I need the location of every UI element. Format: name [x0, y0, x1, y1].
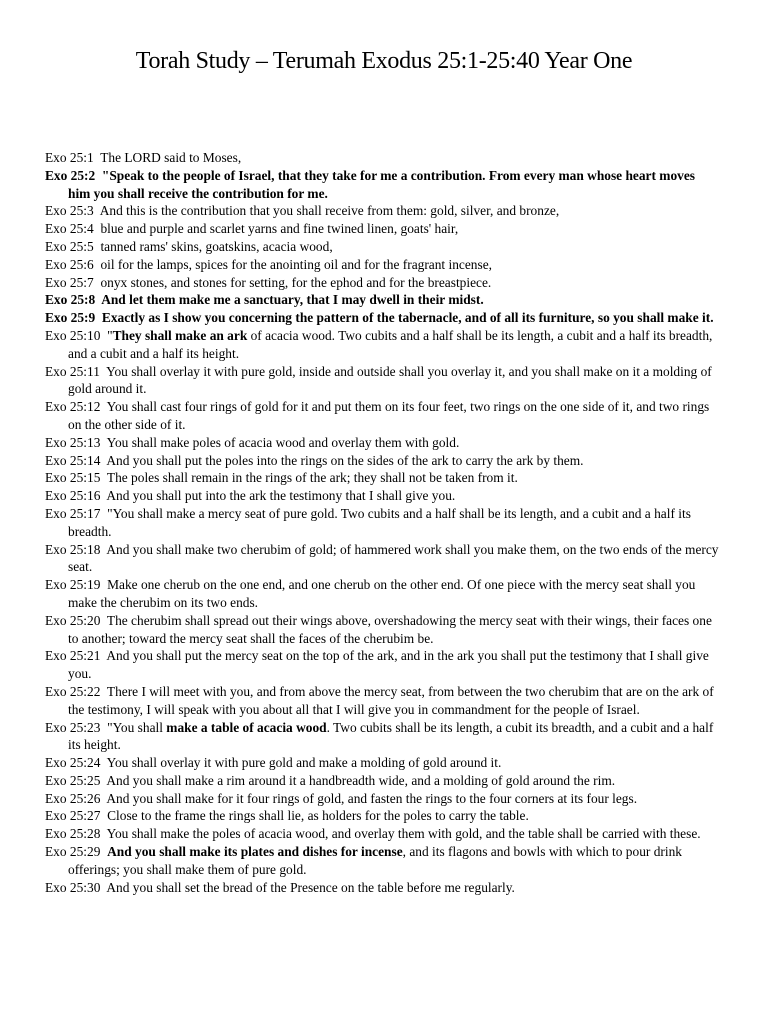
- verse-text: onyx stones, and stones for setting, for the ephod and for the breastpiece.: [100, 274, 492, 290]
- verse: [45, 167, 720, 203]
- verse-text: You shall cast four rings of gold for it and put them on its four feet, two rings on the one side of it, and two rings on the other side of it.: [68, 399, 710, 432]
- verse: [45, 790, 720, 808]
- verse-text: And this is the contribution that you shall receive from them: gold, silver, and bronze,: [99, 203, 560, 219]
- verse: [45, 505, 720, 541]
- verse-text: And you shall put the poles into the rings on the sides of the ark to carry the ark by them.: [106, 452, 584, 468]
- verse-text: Close to the frame the rings shall lie, as holders for the poles to carry the table.: [107, 808, 529, 824]
- verse: [45, 487, 720, 505]
- verse: [45, 647, 720, 683]
- verse-text: of acacia wood. Two cubits and a half shall be its length, a cubit and a half its breadth, and a cubit and a half its height.: [68, 327, 713, 361]
- verse-text: blue and purple and scarlet yarns and fine twined linen, goats' hair,: [100, 221, 459, 237]
- verse: [45, 434, 720, 452]
- verse: [45, 843, 720, 879]
- verse-reference: Exo 25:25: [45, 772, 101, 788]
- verse-text: oil for the lamps, spices for the anointing oil and for the fragrant incense,: [100, 256, 492, 272]
- verse-reference: Exo 25:21: [45, 648, 101, 664]
- verse-text: ": [107, 327, 113, 343]
- verse: [45, 291, 720, 309]
- verse-text: And you shall make for it four rings of gold, and fasten the rings to the four corners at its four legs.: [106, 790, 638, 806]
- verse-reference: Exo 25:15: [45, 470, 101, 486]
- verse-text-emphasis: "Speak to the people of Israel, that they take for me a contribution. From every man whose heart moves him you shall receive the contribution for me.: [68, 167, 695, 201]
- verse-reference: Exo 25:9: [45, 310, 96, 326]
- verse-text-emphasis: And you shall make its plates and dishes for incense: [107, 844, 403, 860]
- verse-reference: Exo 25:14: [45, 452, 101, 468]
- verse-text: You shall overlay it with pure gold and make a molding of gold around it.: [106, 755, 502, 771]
- verse-reference: Exo 25:27: [45, 808, 101, 824]
- verse: [45, 256, 720, 274]
- verse-reference: Exo 25:24: [45, 755, 101, 771]
- verse-text: And you shall set the bread of the Presence on the table before me regularly.: [106, 879, 515, 895]
- verse-reference: Exo 25:6: [45, 256, 94, 272]
- verse: [45, 452, 720, 470]
- verse-text: And you shall put the mercy seat on the top of the ark, and in the ark you shall put the testimony that I shall give you.: [68, 648, 709, 682]
- verse-reference: Exo 25:1: [45, 150, 94, 165]
- verse-text: "You shall make a mercy seat of pure gold. Two cubits and a half shall be its length, and a cubit and a half its breadth.: [68, 505, 691, 539]
- verse: [45, 772, 720, 790]
- verse-text: And you shall make a rim around it a handbreadth wide, and a molding of gold around the rim.: [106, 772, 616, 788]
- verse-list: [45, 149, 720, 896]
- verse-text: tanned rams' skins, goatskins, acacia wood,: [100, 238, 333, 254]
- verse-reference: Exo 25:22: [45, 683, 101, 699]
- verse: [45, 825, 720, 843]
- verse-reference: Exo 25:7: [45, 274, 94, 290]
- verse: [45, 327, 720, 363]
- page-title: Torah Study – Terumah Exodus 25:1-25:40 Year One: [135, 48, 633, 74]
- verse-text-emphasis: They shall make an ark: [112, 327, 248, 343]
- verse: [45, 807, 720, 825]
- verse-reference: Exo 25:4: [45, 221, 94, 237]
- verse-reference: Exo 25:19: [45, 577, 101, 593]
- verse-reference: Exo 25:16: [45, 488, 101, 504]
- verse: [45, 309, 720, 327]
- verse-reference: Exo 25:26: [45, 790, 101, 806]
- verse: [45, 469, 720, 487]
- verse: [45, 220, 720, 238]
- verse-text: And you shall make two cherubim of gold; of hammered work shall you make them, on the two ends of the mercy seat.: [68, 541, 719, 575]
- verse-text: And you shall put into the ark the testimony that I shall give you.: [106, 488, 456, 504]
- verse-reference: Exo 25:3: [45, 203, 94, 219]
- verse-reference: Exo 25:23: [45, 719, 101, 735]
- verse-reference: Exo 25:5: [45, 238, 94, 254]
- verse-reference: Exo 25:2: [45, 167, 96, 183]
- verse: [45, 202, 720, 220]
- verse-text: The LORD said to Moses,: [100, 150, 242, 165]
- verse-reference: Exo 25:12: [45, 399, 101, 415]
- verse-reference: Exo 25:20: [45, 612, 101, 628]
- verse-text: You shall make the poles of acacia wood, and overlay them with gold, and the table shall be carried with these.: [106, 826, 701, 842]
- verse: [45, 398, 720, 434]
- verse-text: The cherubim shall spread out their wings above, overshadowing the mercy seat with their wings, their faces one to another; toward the mercy seat shall the faces of the cherubim be.: [68, 612, 712, 646]
- verse-text-emphasis: Exactly as I show you concerning the pattern of the tabernacle, and of all its furniture, so you shall make it.: [101, 310, 714, 326]
- verse-reference: Exo 25:30: [45, 879, 101, 895]
- verse-text: "You shall: [107, 719, 167, 735]
- verse-reference: Exo 25:18: [45, 541, 101, 557]
- verse: [45, 612, 720, 648]
- verse-reference: Exo 25:8: [45, 292, 96, 308]
- verse-text: You shall overlay it with pure gold, inside and outside shall you overlay it, and you shall make on it a molding of gold around it.: [68, 363, 712, 397]
- verse-text: . Two cubits shall be its length, a cubit its breadth, and a cubit and a half its height.: [68, 719, 714, 753]
- verse-reference: Exo 25:28: [45, 826, 101, 842]
- verse-text-emphasis: And let them make me a sanctuary, that I may dwell in their midst.: [101, 292, 484, 308]
- verse: [45, 683, 720, 719]
- verse: [45, 719, 720, 755]
- verse: [45, 238, 720, 256]
- verse-text: The poles shall remain in the rings of the ark; they shall not be taken from it.: [106, 470, 518, 486]
- verse-reference: Exo 25:29: [45, 844, 101, 860]
- verse-text: You shall make poles of acacia wood and overlay them with gold.: [106, 434, 460, 450]
- verse-reference: Exo 25:10: [45, 327, 101, 343]
- verse: [45, 541, 720, 577]
- verse: [45, 274, 720, 292]
- verse-reference: Exo 25:13: [45, 434, 101, 450]
- verse: [45, 149, 720, 167]
- verse: [45, 879, 720, 897]
- verse-text-emphasis: make a table of acacia wood: [166, 719, 327, 735]
- verse-text: There I will meet with you, and from above the mercy seat, from between the two cherubim that are on the ark of the testimony, I will speak with you about all that I will give you in commandment for the people of Israel.: [68, 683, 714, 717]
- verse: [45, 576, 720, 612]
- verse-text: , and its flagons and bowls with which to pour drink offerings; you shall make them of pure gold.: [68, 844, 682, 877]
- verse: [45, 754, 720, 772]
- verse: [45, 363, 720, 399]
- verse-reference: Exo 25:11: [45, 363, 100, 379]
- verse-text: Make one cherub on the one end, and one cherub on the other end. Of one piece with the mercy seat shall you make the cherubim on its two ends.: [68, 577, 696, 610]
- verse-reference: Exo 25:17: [45, 505, 101, 521]
